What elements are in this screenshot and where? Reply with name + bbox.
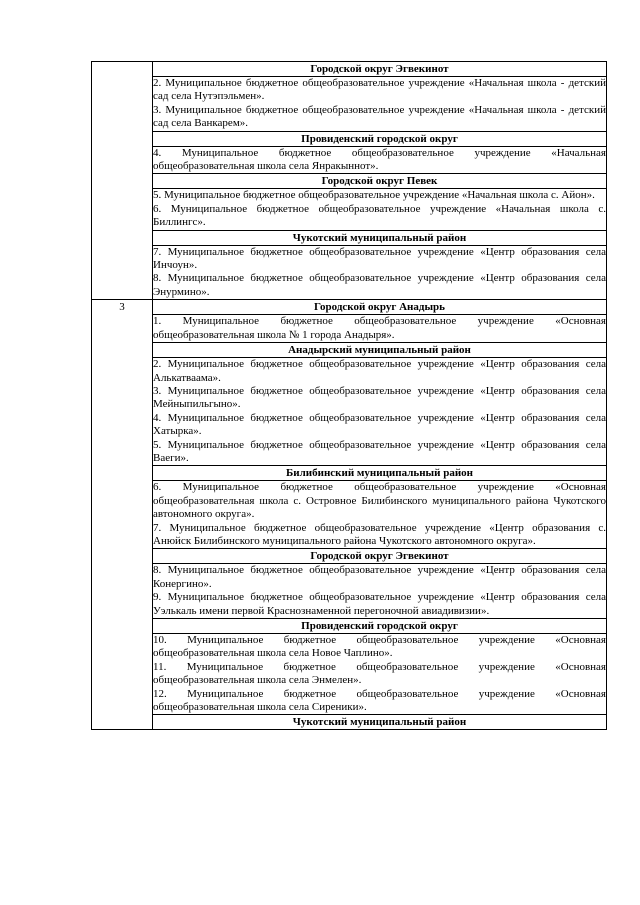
school-item: 3. Муниципальное бюджетное общеобразовательное учреждение «Начальная школа - детский сад села Ванкарем».: [153, 103, 606, 130]
school-list: [153, 634, 607, 715]
school-list: [153, 358, 607, 466]
district-header-row: [92, 466, 607, 481]
school-list-row: [92, 189, 607, 230]
school-list-row: [92, 358, 607, 466]
district-header: Чукотский муниципальный район: [153, 230, 607, 245]
section-number: [92, 62, 153, 300]
school-item: 10. Муниципальное бюджетное общеобразовательное учреждение «Основная общеобразовательная школа села Новое Чаплино».: [153, 634, 606, 660]
district-header-row: [92, 619, 607, 634]
school-item: 8. Муниципальное бюджетное общеобразовательное учреждение «Центр образования села Энурмино».: [153, 272, 606, 298]
district-header: Провиденский городской округ: [153, 619, 607, 634]
district-header-row: [92, 174, 607, 189]
school-item: 2. Муниципальное бюджетное общеобразовательное учреждение «Центр образования села Алькатваама».: [153, 358, 606, 384]
school-list: [153, 146, 607, 174]
district-header: Анадырский муниципальный район: [153, 343, 607, 358]
school-item: 7. Муниципальное бюджетное общеобразовательное учреждение «Центр образования села Инчоун».: [153, 245, 606, 272]
school-list-row: [92, 315, 607, 343]
school-item: 11. Муниципальное бюджетное общеобразовательное учреждение «Основная общеобразовательная школа села Энмелен».: [153, 660, 606, 687]
district-header-row: [92, 230, 607, 245]
school-item: 4. Муниципальное бюджетное общеобразовательное учреждение «Начальная общеобразовательная школа села Янракыннот».: [153, 146, 606, 173]
school-item: 12. Муниципальное бюджетное общеобразовательное учреждение «Основная общеобразовательная школа села Сиреники».: [153, 687, 606, 714]
school-item: 3. Муниципальное бюджетное общеобразовательное учреждение «Центр образования села Мейныпильгыно».: [153, 384, 606, 411]
district-header-row: [92, 343, 607, 358]
district-header: Городской округ Эгвекинот: [153, 549, 607, 564]
school-list-row: [92, 564, 607, 619]
school-item: 5. Муниципальное бюджетное общеобразовательное учреждение «Начальная школа с. Айон».: [153, 189, 595, 202]
school-list: [153, 77, 607, 132]
school-list: [153, 245, 607, 300]
school-list: [153, 189, 607, 230]
district-header: Билибинский муниципальный район: [153, 466, 607, 481]
districts-table: [91, 61, 607, 730]
section-number: 3: [92, 300, 153, 730]
district-header-row: [92, 715, 607, 730]
school-list-row: [92, 77, 607, 132]
district-header: Городской округ Эгвекинот: [153, 62, 607, 77]
school-item: 6. Муниципальное бюджетное общеобразовательное учреждение «Начальная школа с. Биллингс».: [153, 202, 606, 229]
district-header-row: [92, 300, 607, 315]
district-header-row: [92, 131, 607, 146]
district-header: Провиденский городской округ: [153, 131, 607, 146]
district-header-row: [92, 549, 607, 564]
school-item: 7. Муниципальное бюджетное общеобразовательное учреждение «Центр образования с. Анюйск Билибинского муниципального района Чукотского автономного округа».: [153, 521, 606, 547]
district-header-row: [92, 62, 607, 77]
school-item: 1. Муниципальное бюджетное общеобразовательное учреждение «Основная общеобразовательная школа № 1 города Анадыря».: [153, 315, 606, 341]
school-item: 8. Муниципальное бюджетное общеобразовательное учреждение «Центр образования села Конергино».: [153, 564, 606, 590]
school-list-row: [92, 245, 607, 300]
district-header: Городской округ Певек: [153, 174, 607, 189]
school-item: 5. Муниципальное бюджетное общеобразовательное учреждение «Центр образования села Ваеги».: [153, 438, 606, 464]
school-list: [153, 315, 607, 343]
school-item: 2. Муниципальное бюджетное общеобразовательное учреждение «Начальная школа - детский сад села Нутэпэльмен».: [153, 77, 606, 103]
school-list: [153, 481, 607, 549]
school-list-row: [92, 634, 607, 715]
school-list: [153, 564, 607, 619]
school-list-row: [92, 481, 607, 549]
school-item: 9. Муниципальное бюджетное общеобразовательное учреждение «Центр образования села Уэлькаль имени первой Краснознаменной перегоночной авиадивизии».: [153, 591, 606, 617]
school-item: 4. Муниципальное бюджетное общеобразовательное учреждение «Центр образования села Хатырка».: [153, 411, 606, 438]
district-header: Чукотский муниципальный район: [153, 715, 607, 730]
district-header: Городской округ Анадырь: [153, 300, 607, 315]
school-list-row: [92, 146, 607, 174]
school-item: 6. Муниципальное бюджетное общеобразовательное учреждение «Основная общеобразовательная школа с. Островное Билибинского муниципального района Чукотского автономного округа».: [153, 481, 606, 521]
